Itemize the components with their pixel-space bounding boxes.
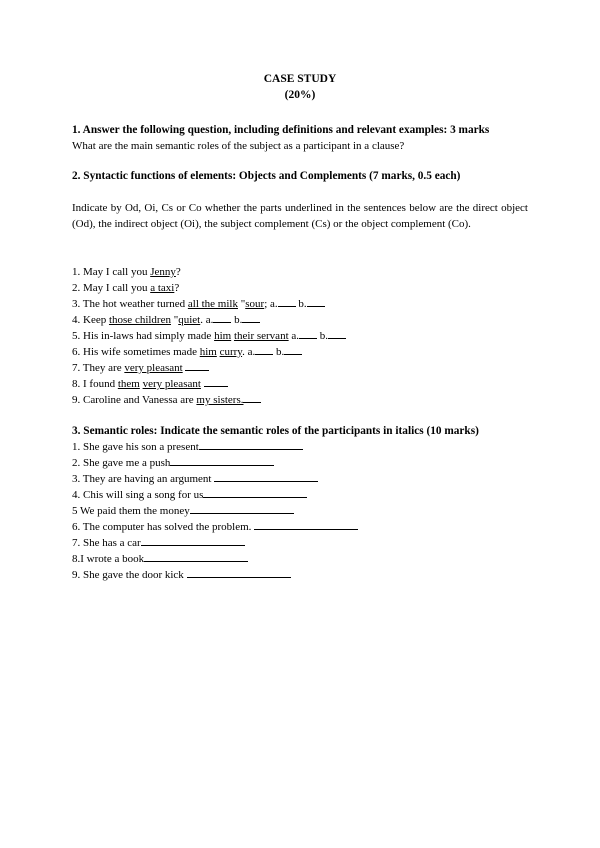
underlined-part: him — [214, 330, 232, 342]
answer-blank[interactable] — [190, 503, 294, 514]
document-title — [0, 71, 600, 103]
underlined-part: their servant — [233, 330, 289, 342]
title-case-study: CASE STUDY — [263, 73, 337, 85]
question-3-heading: 3. Semantic roles: Indicate the semantic roles of the participants in italics (10 marks) — [72, 425, 479, 437]
answer-blank[interactable] — [254, 519, 358, 530]
answer-blank-a[interactable] — [278, 296, 296, 307]
answer-blank[interactable] — [243, 392, 261, 403]
question-2-instructions: Indicate by Od, Oi, Cs or Co whether the parts underlined in the sentences below are the direct object (Od), the indirect object (Oi), the subject complement (Cs) or the object complement (Co). — [72, 202, 528, 230]
answer-blank[interactable] — [199, 439, 303, 450]
question-2-items — [72, 264, 528, 408]
underlined-part: very pleasant — [124, 362, 183, 374]
underlined-part: those children — [108, 314, 171, 326]
list-item: 2. May I call you a taxi? — [72, 282, 180, 294]
question-1-heading: 1. Answer the following question, including definitions and relevant examples: 3 marks — [72, 124, 490, 136]
question-2-heading: 2. Syntactic functions of elements: Objects and Complements (7 marks, 0.5 each) — [72, 170, 461, 182]
answer-blank[interactable] — [170, 455, 274, 466]
title-weight: (20%) — [284, 89, 316, 101]
list-item: 3. The hot weather turned all the milk "sour; a. b. — [72, 296, 528, 312]
answer-blank-b[interactable] — [328, 328, 346, 339]
underlined-part: them — [117, 378, 140, 390]
underlined-part: very pleasant — [142, 378, 201, 390]
answer-blank-b[interactable] — [242, 312, 260, 323]
list-item: 2. She gave me a push — [72, 455, 528, 471]
list-item: 7. They are very pleasant — [72, 360, 528, 376]
list-item: 1. She gave his son a present — [72, 439, 528, 455]
list-item: 8. I found them very pleasant — [72, 376, 528, 392]
answer-blank[interactable] — [141, 535, 245, 546]
underlined-part: curry — [219, 346, 243, 358]
answer-blank-a[interactable] — [255, 344, 273, 355]
list-item: 5. His in-laws had simply made him their servant a. b. — [72, 328, 528, 344]
list-item: 7. She has a car — [72, 535, 528, 551]
answer-blank[interactable] — [214, 471, 318, 482]
question-1-text: What are the main semantic roles of the subject as a participant in a clause? — [72, 140, 405, 152]
list-item: 9. Caroline and Vanessa are my sisters. — [72, 392, 528, 408]
answer-blank[interactable] — [203, 487, 307, 498]
list-item: 5 We paid them the money — [72, 503, 528, 519]
underlined-part: him — [199, 346, 217, 358]
list-item: 6. The computer has solved the problem. — [72, 519, 528, 535]
answer-blank-b[interactable] — [284, 344, 302, 355]
underlined-part: quiet — [178, 314, 201, 326]
answer-blank[interactable] — [185, 360, 209, 371]
question-3 — [72, 423, 528, 583]
underlined-part: all the milk — [187, 298, 238, 310]
list-item: 1. May I call you Jenny? — [72, 266, 181, 278]
answer-blank[interactable] — [204, 376, 228, 387]
list-item: 6. His wife sometimes made him curry. a. b. — [72, 344, 528, 360]
list-item: 9. She gave the door kick — [72, 567, 528, 583]
question-1 — [72, 122, 528, 154]
list-item: 8.I wrote a book — [72, 551, 528, 567]
list-item: 4. Keep those children "quiet. a. b. — [72, 312, 528, 328]
underlined-part: sour — [245, 298, 265, 310]
underlined-part: Jenny — [150, 266, 176, 278]
answer-blank[interactable] — [144, 551, 248, 562]
list-item: 4. Chis will sing a song for us — [72, 487, 528, 503]
underlined-part: a taxi — [150, 282, 175, 294]
answer-blank-a[interactable] — [213, 312, 231, 323]
answer-blank[interactable] — [187, 567, 291, 578]
list-item: 3. They are having an argument — [72, 471, 528, 487]
answer-blank-a[interactable] — [299, 328, 317, 339]
answer-blank-b[interactable] — [307, 296, 325, 307]
underlined-part: my sisters. — [196, 394, 244, 406]
